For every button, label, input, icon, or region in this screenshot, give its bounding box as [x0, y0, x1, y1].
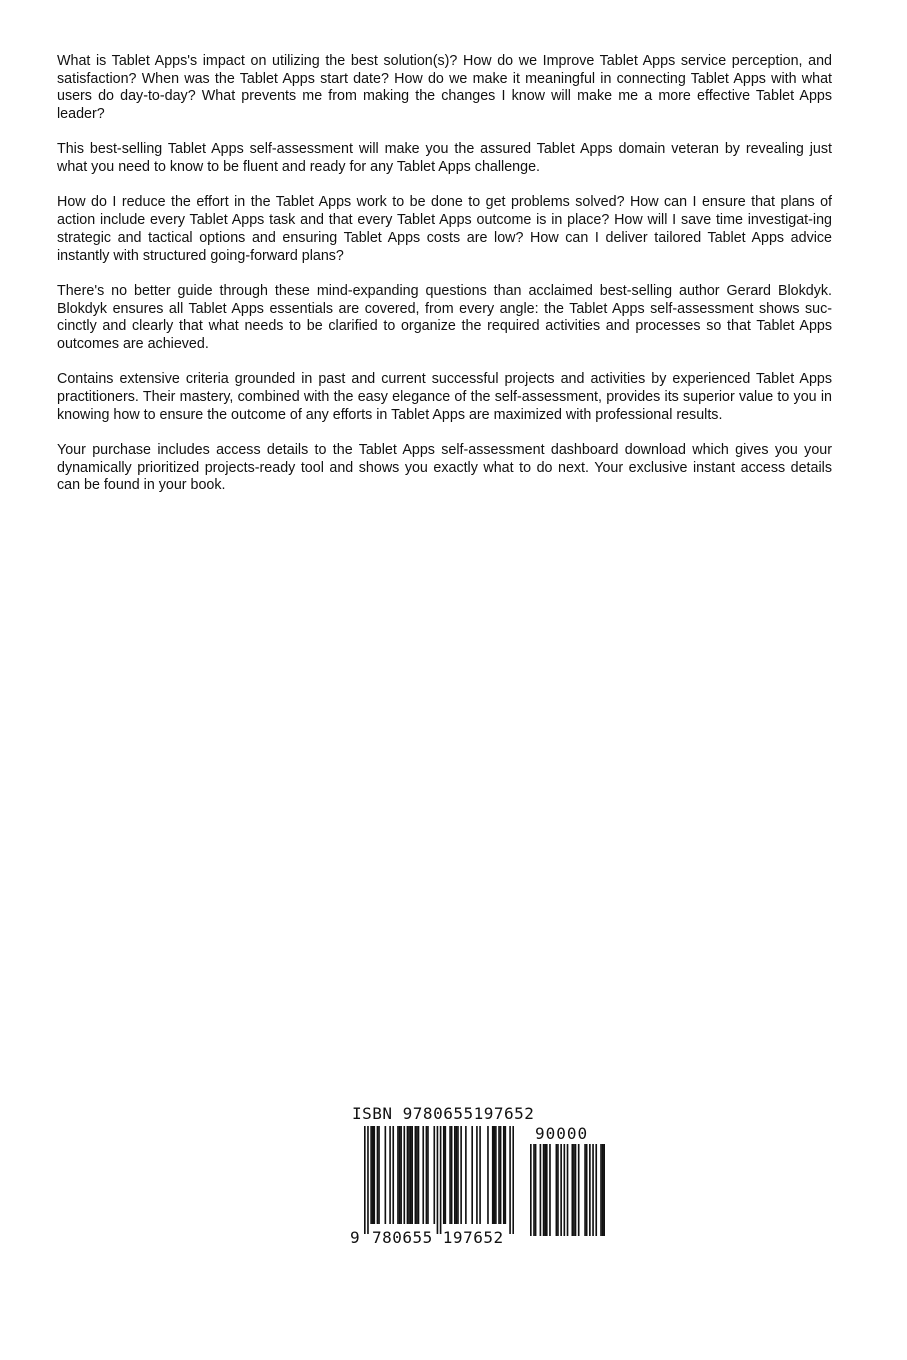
barcode-bar	[503, 1126, 505, 1224]
barcode-bar	[445, 1126, 447, 1224]
barcode-bar	[408, 1126, 410, 1224]
addon-bar	[543, 1144, 545, 1236]
addon-bar	[584, 1144, 586, 1236]
addon-bar	[557, 1144, 559, 1236]
barcode-digits-left: 780655	[372, 1228, 433, 1247]
barcode-bar	[509, 1126, 511, 1234]
addon-bar	[544, 1144, 546, 1236]
barcode-bar	[407, 1126, 409, 1224]
barcode-bar	[427, 1126, 429, 1224]
barcode-bar	[416, 1126, 418, 1224]
addon-bar	[530, 1144, 532, 1236]
barcode-bar	[440, 1126, 442, 1234]
barcode-bar	[426, 1126, 428, 1224]
addon-bar	[602, 1144, 604, 1236]
addon-bar	[595, 1144, 597, 1236]
barcode-bar	[410, 1126, 412, 1224]
barcode-bar	[418, 1126, 420, 1224]
barcode-bar	[367, 1126, 369, 1234]
addon-bar	[549, 1144, 551, 1236]
addon-bar	[592, 1144, 594, 1236]
barcode-digits-right: 197652	[442, 1228, 504, 1247]
barcode-bar	[377, 1126, 379, 1224]
barcode-bar	[493, 1126, 495, 1224]
barcode-bar	[457, 1126, 459, 1224]
price-addon-code: 90000	[535, 1124, 589, 1143]
addon-bar	[556, 1144, 558, 1236]
barcode-bar	[498, 1126, 500, 1224]
barcode-bar	[505, 1126, 507, 1224]
barcode-bar	[411, 1126, 413, 1224]
barcode-bar	[422, 1126, 424, 1224]
description-paragraph-1: What is Tablet Apps's impact on utilizing the best solution(s)? How do we Improve Tablet Apps service perception, and satisfaction? When was the Tablet Apps start date? How do we make it meaningful in connecting Tablet Apps with what users do day-to-day? What prevents me from making the changes I know will make me a more effective Tablet Apps leader?	[57, 53, 832, 123]
addon-bar	[571, 1144, 573, 1236]
barcode-bar	[512, 1126, 514, 1234]
addon-bar	[535, 1144, 537, 1236]
addon-bar	[540, 1144, 542, 1236]
barcode-bar	[476, 1126, 478, 1224]
description-paragraph-6: Your purchase includes access details to the Tablet Apps self-assessment dashboard download which gives you your dynamically prioritized projects-ready tool and shows you exactly what to do next. Your exclusive instant access details can be found in your book.	[57, 441, 832, 494]
barcode-digits	[350, 1228, 504, 1247]
barcode-bar	[492, 1126, 494, 1224]
addon-bar	[586, 1144, 588, 1236]
barcode-bar	[370, 1126, 372, 1224]
barcode-bar	[389, 1126, 391, 1224]
barcode-bar	[372, 1126, 374, 1224]
barcode-bar	[456, 1126, 458, 1224]
barcode-bar	[403, 1126, 405, 1224]
addon-bar	[589, 1144, 591, 1236]
barcode-bar	[451, 1126, 453, 1224]
barcode-bar	[495, 1126, 497, 1224]
barcode-bar	[460, 1126, 462, 1224]
barcode-bar	[400, 1126, 402, 1224]
addon-bar	[603, 1144, 605, 1236]
isbn-barcode	[350, 1104, 612, 1254]
barcode-bar	[433, 1126, 435, 1224]
description-paragraph-3: How do I reduce the effort in the Tablet Apps work to be done to get problems solved? How can I ensure that plans of action include every Tablet Apps task and that every Tablet Apps outcome is in place? How will I save time investigat-ing strategic and tactical options and ensuring Tablet Apps costs are low? How can I deliver tailored Tablet Apps advice instantly with structured going-forward plans?	[57, 194, 832, 264]
back-cover-description	[57, 53, 832, 513]
barcode-bar	[500, 1126, 502, 1224]
barcode-bar	[415, 1126, 417, 1224]
barcode-bar	[364, 1126, 366, 1234]
barcode-bar	[487, 1126, 489, 1224]
barcode-bar	[479, 1126, 481, 1224]
addon-bar	[533, 1144, 535, 1236]
addon-bar	[600, 1144, 602, 1236]
addon-bar	[575, 1144, 577, 1236]
barcode-digit-first: 9	[350, 1228, 361, 1247]
addon-bars	[530, 1144, 605, 1236]
addon-bar	[564, 1144, 566, 1236]
addon-bar	[567, 1144, 569, 1236]
barcode-bar	[399, 1126, 401, 1224]
barcode-bar	[378, 1126, 380, 1224]
barcode-bar	[465, 1126, 467, 1224]
addon-bar	[560, 1144, 562, 1236]
barcode-bar	[385, 1126, 387, 1224]
barcode-bar	[443, 1126, 445, 1224]
addon-bar	[573, 1144, 575, 1236]
ean13-bars	[364, 1126, 514, 1234]
barcode-bar	[392, 1126, 394, 1224]
addon-bar	[578, 1144, 580, 1236]
description-paragraph-2: This best-selling Tablet Apps self-assessment will make you the assured Tablet Apps domain veteran by revealing just what you need to know to be fluent and ready for any Tablet Apps challenge.	[57, 141, 832, 176]
description-paragraph-4: There's no better guide through these mind-expanding questions than acclaimed best-selling author Gerard Blokdyk. Blokdyk ensures all Tablet Apps essentials are covered, from every angle: the Tablet Apps self-assessment shows suc-cinctly and clearly that what needs to be clarified to organize the required activities and processes so that Tablet Apps outcomes are achieved.	[57, 282, 832, 352]
barcode-bar	[437, 1126, 439, 1234]
barcode-bar	[373, 1126, 375, 1224]
barcode-bar	[471, 1126, 473, 1224]
barcode-bar	[449, 1126, 451, 1224]
isbn-label: ISBN 9780655197652	[352, 1104, 535, 1123]
addon-bar	[546, 1144, 548, 1236]
barcode-bar	[397, 1126, 399, 1224]
description-paragraph-5: Contains extensive criteria grounded in past and current successful projects and activities by experienced Tablet Apps practitioners. Their mastery, combined with the easy elegance of the self-assessment, provides its superior value to you in knowing how to ensure the outcome of any efforts in Tablet Apps are maximized with professional results.	[57, 371, 832, 423]
barcode-bar	[454, 1126, 456, 1224]
